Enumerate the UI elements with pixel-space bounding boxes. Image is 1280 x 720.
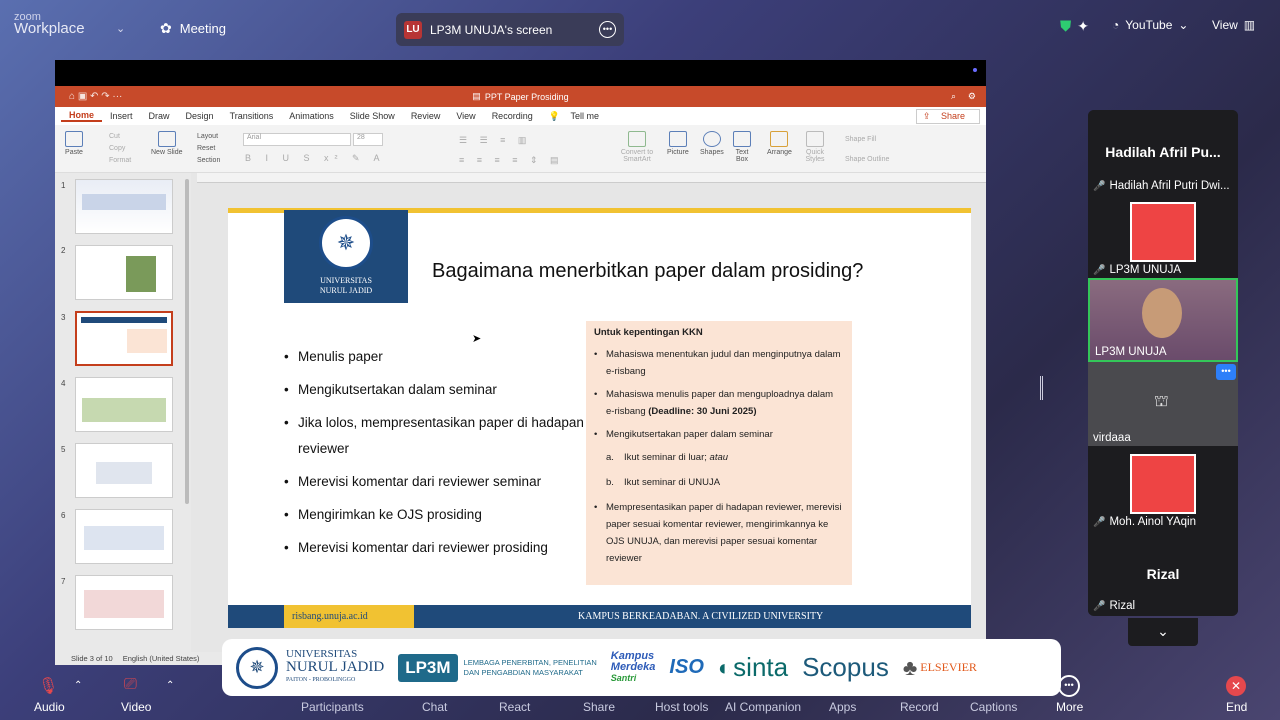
slide <box>228 208 971 628</box>
shapes-icon <box>703 131 721 147</box>
slide-footer <box>228 605 971 628</box>
sponsor-logo-bar <box>222 639 1061 696</box>
status-icons <box>1060 18 1089 35</box>
paragraph-buttons[interactable]: ☰ ☰ ≡ ▥ <box>459 135 532 145</box>
kampus-merdeka-logo: Kampus Merdeka Santri <box>610 650 656 683</box>
mic-muted-icon: 🎤 <box>1093 516 1106 528</box>
mic-muted-icon[interactable]: 🎙 <box>38 678 59 695</box>
slide-thumbnails: 1 2 3 4 5 6 7 <box>55 173 191 652</box>
shield-icon: ⛊ <box>1060 18 1072 35</box>
list-item: • Merevisi komentar dari reviewer prosiding <box>284 535 584 561</box>
search-icon[interactable]: ⌕ <box>950 91 956 101</box>
format-buttons[interactable]: B I U S x² ✎ A <box>245 153 386 163</box>
lp3m-logo: LP3M LEMBAGA PENERBITAN, PENELITIAN DAN PENGABDIAN MASYARAKAT <box>398 654 597 682</box>
layout-button[interactable]: Layout <box>197 133 219 140</box>
quick-styles-button[interactable]: Quick Styles <box>803 131 827 163</box>
list-item: • Merevisi komentar dari reviewer seminar <box>284 469 584 495</box>
font-family-select[interactable]: Arial <box>243 133 351 146</box>
chat-button[interactable]: Chat <box>422 700 448 714</box>
chevron-down-icon[interactable]: ⌄ <box>1128 618 1198 646</box>
bullet-list <box>284 344 584 568</box>
smartart-icon <box>628 131 646 147</box>
shared-video-thumbnail <box>1130 202 1196 262</box>
stream-icon: ◔ <box>1112 18 1120 32</box>
more-options-icon[interactable]: ••• <box>1216 364 1236 380</box>
video-off-icon[interactable]: ⎚ <box>124 676 137 693</box>
mic-muted-icon: 🎤 <box>1093 600 1106 612</box>
slide-thumbnail[interactable] <box>75 245 173 300</box>
indicator-dot <box>973 68 977 72</box>
sub-item: b. Ikut seminar di UNUJA <box>606 477 721 488</box>
shared-video-thumbnail <box>1130 454 1196 514</box>
participant-tile-active[interactable]: LP3M UNUJA <box>1088 278 1238 362</box>
iso-logo: ISO <box>669 656 704 678</box>
participant-face <box>1142 288 1182 338</box>
participant-tile[interactable]: 🎤 Moh. Ainol YAqin <box>1088 446 1238 530</box>
shapes-button[interactable]: Shapes <box>700 131 724 156</box>
grid-icon: ▥ <box>1243 18 1256 32</box>
slide-thumbnail-selected[interactable] <box>75 311 173 366</box>
participant-tile[interactable]: Rizal 🎤 Rizal <box>1088 530 1238 614</box>
slide-thumbnail[interactable] <box>75 509 173 564</box>
elsevier-logo: ♣ ELSEVIER <box>902 654 977 680</box>
end-call-icon[interactable]: ✕ <box>1226 676 1246 696</box>
slide-thumbnail[interactable] <box>75 377 173 432</box>
settings-icon[interactable]: ⚙ <box>967 91 976 101</box>
mic-muted-icon: 🎤 <box>1093 180 1106 192</box>
list-item: • Mahasiswa menentukan judul dan menginputnya dalam e-risbang <box>594 346 844 380</box>
shape-fill-button[interactable]: Shape Fill <box>845 136 877 143</box>
chevron-down-icon[interactable]: ⌄ <box>116 23 126 35</box>
thumbnail-scrollbar[interactable] <box>185 179 189 504</box>
convert-smartart-button[interactable]: Convert to SmartArt <box>617 131 657 163</box>
captions-button[interactable]: Captions <box>970 700 1018 714</box>
reset-button[interactable]: Reset <box>197 145 216 152</box>
chevron-up-icon[interactable]: ⌃ <box>166 680 175 691</box>
more-icon[interactable]: ••• <box>1058 675 1080 697</box>
shared-screen-tab[interactable] <box>396 13 624 46</box>
arrange-icon <box>770 131 788 147</box>
more-options-icon[interactable]: ••• <box>599 21 616 38</box>
footer-url: risbang.unuja.ac.id <box>284 605 414 628</box>
clipboard-icon <box>65 131 83 147</box>
paste-button[interactable]: Paste <box>65 131 83 156</box>
list-item: • Jika lolos, mempresentasikan paper di hadapan reviewer <box>284 410 584 462</box>
audio-button[interactable]: Audio <box>34 700 65 714</box>
tab-draw[interactable]: Draw <box>148 111 170 121</box>
copy-button[interactable]: Copy <box>109 145 126 152</box>
cut-button[interactable]: Cut <box>109 133 120 140</box>
more-button[interactable]: More <box>1056 700 1084 714</box>
slide-thumbnail[interactable] <box>75 179 173 234</box>
sinta-logo: ◐ sinta <box>717 652 789 682</box>
font-size-select[interactable]: 28 <box>353 133 383 146</box>
participant-tile[interactable]: ••• ⛫ virdaaa <box>1088 362 1238 446</box>
slide-actions <box>183 131 220 167</box>
mic-muted-icon: 🎤 <box>1093 264 1106 276</box>
titlebar-icons[interactable]: ⌂ ▣ ↶ ↷ ··· <box>69 91 123 102</box>
sub-item: a. Ikut seminar di luar; atau <box>606 452 729 463</box>
tab-tell-me[interactable]: 💡 Tell me <box>548 110 599 121</box>
tab-slide-show[interactable]: Slide Show <box>349 111 395 121</box>
shared-screen <box>55 60 986 665</box>
picture-icon <box>669 131 687 147</box>
sinta-icon: ◐ <box>717 654 732 680</box>
paw-icon: ✿ <box>160 20 172 36</box>
tab-view[interactable]: View <box>456 111 476 121</box>
list-item: • Mengirimkan ke OJS prosiding <box>284 502 584 528</box>
tab-animations[interactable]: Animations <box>289 111 334 121</box>
ruler <box>197 173 986 183</box>
slide-icon <box>158 131 176 147</box>
list-item: • Mengikutsertakan paper dalam seminar <box>594 426 844 443</box>
participant-name-large: Hadilah Afril Pu... <box>1105 144 1221 160</box>
apps-button[interactable]: Apps <box>829 700 857 714</box>
university-seal-icon: ✵ <box>236 647 278 689</box>
list-item: • Mempresentasikan paper di hadapan reviewer, merevisi paper sesuai komentar reviewer, mengirimkannya ke OJS UNUJA, dan merevisi paper sesuai komentar reviewer <box>594 499 844 567</box>
new-slide-button[interactable]: New Slide <box>151 131 183 156</box>
kkn-info-box <box>586 321 852 585</box>
panel-resize-handle[interactable] <box>1040 376 1043 400</box>
share-screen-button[interactable]: Share <box>583 700 616 714</box>
section-button[interactable]: Section <box>197 157 221 164</box>
list-item: • Menulis paper <box>284 344 584 370</box>
status-bar: Slide 3 of 10 English (United States) <box>55 652 986 665</box>
video-button[interactable]: Video <box>121 700 152 714</box>
tab-design[interactable]: Design <box>185 111 214 121</box>
tab-home[interactable]: Home <box>61 110 102 122</box>
record-button[interactable]: Record <box>900 700 939 714</box>
clipboard-actions <box>95 131 131 167</box>
host-tools-button[interactable]: Host tools <box>655 700 709 714</box>
participants-button[interactable]: Participants <box>301 700 364 714</box>
doc-icon: ▤ <box>472 91 481 101</box>
chevron-down-icon: ⌄ <box>1178 18 1189 32</box>
tab-review[interactable]: Review <box>410 111 441 121</box>
ribbon-tabs <box>55 107 986 125</box>
list-item: • Mengikutsertakan dalam seminar <box>284 377 584 403</box>
textbox-button[interactable]: Text Box <box>732 131 752 163</box>
university-logo: ✵ UNIVERSITAS NURUL JADID <box>284 210 408 303</box>
scopus-logo: Scopus <box>802 652 889 682</box>
react-button[interactable]: React <box>499 700 531 714</box>
tab-recording[interactable]: Recording <box>491 111 533 121</box>
box-heading: Untuk kepentingan KKN <box>594 327 703 338</box>
top-bar <box>0 0 1280 56</box>
list-item: • Mahasiswa menulis paper dan menguploadnya dalam e-risbang (Deadline: 30 Juni 2025) <box>594 386 844 420</box>
participants-panel <box>1088 110 1238 616</box>
university-seal-icon: ✵ <box>319 216 373 270</box>
ai-companion-button[interactable]: AI Companion <box>725 700 802 714</box>
end-button[interactable]: End <box>1226 700 1248 714</box>
textbox-icon <box>733 131 751 147</box>
tree-icon: ♣ <box>902 654 918 680</box>
participant-name-large: Rizal <box>1146 566 1180 582</box>
format-painter-button[interactable]: Format <box>109 157 132 164</box>
zoom-logo: zoom Workplace <box>14 11 85 37</box>
sparkle-icon[interactable]: ✦ <box>1077 18 1089 34</box>
mouse-cursor-icon: ➤ <box>472 333 482 345</box>
styles-icon <box>806 131 824 147</box>
user-icon: ⛫ <box>1154 393 1169 410</box>
meeting-menu[interactable]: ✿ Meeting <box>160 20 226 36</box>
slide-thumbnail[interactable] <box>75 443 173 498</box>
tab-insert[interactable]: Insert <box>110 111 133 121</box>
share-title: LP3M UNUJA's screen <box>430 22 553 37</box>
align-buttons[interactable]: ≡ ≡ ≡ ≡ ⇕ ▤ <box>459 155 564 165</box>
youtube-stream-button[interactable]: ◔ YouTube ⌄ <box>1112 18 1189 32</box>
participant-tile[interactable]: Hadilah Afril Pu... 🎤 Hadilah Afril Putri Dwi... <box>1088 110 1238 194</box>
picture-button[interactable]: Picture <box>667 131 689 156</box>
unuja-logo: ✵ UNIVERSITAS NURUL JADID PAITON - PROBOLINGGO <box>236 647 384 689</box>
shape-outline-button[interactable]: Shape Outline <box>845 156 890 163</box>
participant-tile[interactable]: 🎤 LP3M UNUJA <box>1088 194 1238 278</box>
avatar: LU <box>404 21 422 39</box>
ppt-titlebar: ⌂ ▣ ↶ ↷ ··· ▤ PPT Paper Prosiding ⌕ ⚙ <box>55 86 986 107</box>
footer-tagline: KAMPUS BERKEADABAN. A CIVILIZED UNIVERSITY <box>578 611 824 622</box>
view-button[interactable]: View ▥ <box>1212 18 1256 32</box>
slide-title: Bagaimana menerbitkan paper dalam prosiding? <box>432 260 864 282</box>
share-button[interactable]: ⇪ Share <box>916 109 980 124</box>
tab-transitions[interactable]: Transitions <box>229 111 274 121</box>
slide-thumbnail[interactable] <box>75 575 173 630</box>
arrange-button[interactable]: Arrange <box>767 131 792 156</box>
ribbon-toolbar <box>55 125 986 173</box>
chevron-up-icon[interactable]: ⌃ <box>74 680 83 691</box>
